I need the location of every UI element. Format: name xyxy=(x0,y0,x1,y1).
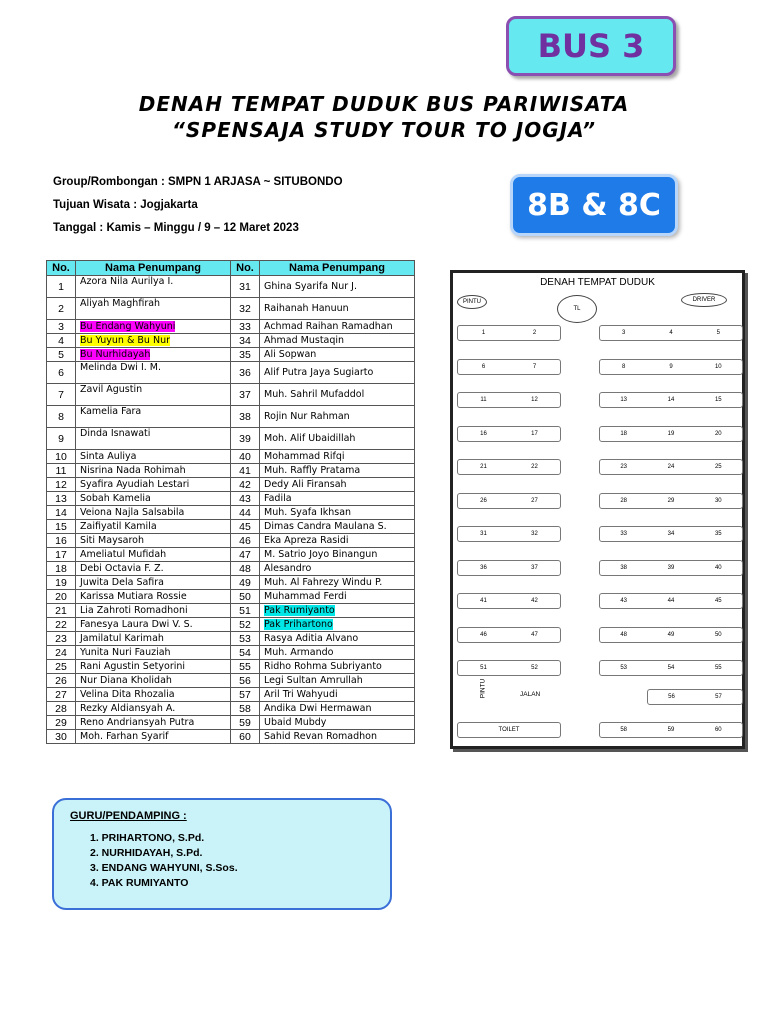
seat-number: 19 xyxy=(667,430,675,437)
seat-number: 60 xyxy=(714,727,722,733)
passenger-name-cell: Ridho Rohma Subriyanto xyxy=(260,660,415,674)
seat-block xyxy=(599,459,743,475)
seat-number: 40 xyxy=(714,564,722,571)
table-header-row xyxy=(47,261,415,276)
highlighted-name: Bu Nurhidayah xyxy=(80,349,151,360)
table-row xyxy=(47,632,415,646)
seat-number: 5 xyxy=(716,330,720,336)
seat-number-cell: 19 xyxy=(47,576,76,590)
seat-block xyxy=(457,459,561,475)
seat-number: 33 xyxy=(620,531,627,537)
seat-number: 11 xyxy=(480,397,487,403)
seat-number-cell: 43 xyxy=(231,492,260,506)
table-row xyxy=(47,590,415,604)
passenger-name-cell: Andika Dwi Hermawan xyxy=(260,702,415,716)
seat-number-cell: 32 xyxy=(231,298,260,320)
seat-number: 13 xyxy=(620,397,627,403)
seat-number-cell: 44 xyxy=(231,506,260,520)
seat-number-cell: 46 xyxy=(231,534,260,548)
seat-number-cell: 49 xyxy=(231,576,260,590)
seat-number: 16 xyxy=(480,430,487,437)
door-front: PINTU xyxy=(457,295,487,309)
seat-block xyxy=(457,660,561,676)
seat-number-cell: 10 xyxy=(47,450,76,464)
seat-number-cell: 41 xyxy=(231,464,260,478)
passenger-name-cell: Karissa Mutiara Rossie xyxy=(76,590,231,604)
table-row xyxy=(47,276,415,298)
door-rear: PINTU xyxy=(479,678,487,699)
passenger-name-cell: Ali Sopwan xyxy=(260,348,415,362)
seat-number: 57 xyxy=(715,694,722,700)
seat-number-cell: 35 xyxy=(231,348,260,362)
seat-number: 48 xyxy=(620,631,627,638)
seat-number: 51 xyxy=(480,665,487,671)
seat-number-cell: 13 xyxy=(47,492,76,506)
seat-block xyxy=(599,392,743,408)
seat-number-cell: 42 xyxy=(231,478,260,492)
seat-number-cell: 48 xyxy=(231,562,260,576)
seat-number-cell: 22 xyxy=(47,618,76,632)
seat-number: 21 xyxy=(480,464,487,470)
seat-block xyxy=(457,627,561,643)
passenger-name-cell xyxy=(260,618,415,632)
seat-number-cell: 1 xyxy=(47,276,76,298)
passenger-name-cell: Rojin Nur Rahman xyxy=(260,406,415,428)
seat-number: 54 xyxy=(667,665,675,671)
passenger-name-cell: Mohammad Rifqi xyxy=(260,450,415,464)
seat-number-cell: 8 xyxy=(47,406,76,428)
seat-number-cell: 15 xyxy=(47,520,76,534)
passenger-name-cell: Lia Zahroti Romadhoni xyxy=(76,604,231,618)
seat-number-cell: 51 xyxy=(231,604,260,618)
seat-block xyxy=(457,392,561,408)
passenger-name-cell: Sahid Revan Romadhon xyxy=(260,730,415,744)
passenger-name-cell: Nur Diana Kholidah xyxy=(76,674,231,688)
table-row xyxy=(47,320,415,334)
seat-block xyxy=(599,325,743,341)
table-row xyxy=(47,298,415,320)
seat-number: 29 xyxy=(667,497,675,504)
seat-number-cell: 20 xyxy=(47,590,76,604)
passenger-name-cell: Juwita Dela Safira xyxy=(76,576,231,590)
passenger-name-cell: Ahmad Mustaqin xyxy=(260,334,415,348)
table-row xyxy=(47,562,415,576)
table-row xyxy=(47,716,415,730)
passenger-name-cell: Velina Dita Rhozalia xyxy=(76,688,231,702)
seat-block xyxy=(457,426,561,442)
table-row xyxy=(47,520,415,534)
list-item: 4. PAK RUMIYANTO xyxy=(90,877,189,889)
table-row xyxy=(47,576,415,590)
passenger-name-cell: Veiona Najla Salsabila xyxy=(76,506,231,520)
passenger-name-cell: Nisrina Nada Rohimah xyxy=(76,464,231,478)
passenger-name-cell: Yunita Nuri Fauziah xyxy=(76,646,231,660)
table-row xyxy=(47,384,415,406)
seat-number-cell: 50 xyxy=(231,590,260,604)
table-row xyxy=(47,478,415,492)
seat-number: 6 xyxy=(481,363,486,370)
seat-number-cell: 25 xyxy=(47,660,76,674)
seat-number: 7 xyxy=(532,363,537,370)
highlighted-name: Pak Prihartono xyxy=(264,619,333,630)
seat-map xyxy=(450,270,745,749)
passenger-table xyxy=(46,260,415,744)
seat-number-cell: 21 xyxy=(47,604,76,618)
table-row xyxy=(47,618,415,632)
passenger-table-body xyxy=(47,276,415,744)
table-row xyxy=(47,604,415,618)
seat-number-cell: 52 xyxy=(231,618,260,632)
passenger-name-cell xyxy=(76,320,231,334)
highlighted-name: Bu Endang Wahyuni xyxy=(80,321,176,332)
passenger-name-cell: Muh. Armando xyxy=(260,646,415,660)
seat-number: 14 xyxy=(667,397,675,403)
table-row xyxy=(47,688,415,702)
seat-block xyxy=(599,660,743,676)
seat-number-cell: 14 xyxy=(47,506,76,520)
passenger-name-cell: Zavil Agustin xyxy=(76,384,231,406)
passenger-name-cell: Fanesya Laura Dwi V. S. xyxy=(76,618,231,632)
seat-number: 30 xyxy=(714,497,722,504)
seat-number: 50 xyxy=(714,631,722,638)
passenger-name-cell: Fadila xyxy=(260,492,415,506)
table-row xyxy=(47,348,415,362)
seat-block xyxy=(457,593,561,609)
seat-number-cell: 39 xyxy=(231,428,260,450)
seat-number-cell: 17 xyxy=(47,548,76,562)
seat-number: 37 xyxy=(531,564,538,571)
seat-number-cell: 12 xyxy=(47,478,76,492)
passenger-name-cell: Melinda Dwi I. M. xyxy=(76,362,231,384)
seat-number: 24 xyxy=(667,464,675,470)
seat-number-cell: 37 xyxy=(231,384,260,406)
seat-number-cell: 27 xyxy=(47,688,76,702)
seat-number: 49 xyxy=(667,631,675,638)
passenger-name-cell: Eka Apreza Rasidi xyxy=(260,534,415,548)
passenger-name-cell: Dinda Isnawati xyxy=(76,428,231,450)
passenger-name-cell: Rani Agustin Setyorini xyxy=(76,660,231,674)
passenger-name-cell: Sinta Auliya xyxy=(76,450,231,464)
list-item: 2. NURHIDAYAH, S.Pd. xyxy=(90,847,203,859)
guru-title: GURU/PENDAMPING : xyxy=(70,810,187,822)
seat-number-cell: 45 xyxy=(231,520,260,534)
guru-list xyxy=(90,832,238,892)
seat-map-title: DENAH TEMPAT DUDUK xyxy=(540,277,655,288)
column-header-name: Nama Penumpang xyxy=(76,261,231,276)
passenger-name-cell: Ghina Syarifa Nur J. xyxy=(260,276,415,298)
class-badge: 8B & 8C xyxy=(510,174,678,236)
seat-block xyxy=(599,560,743,576)
seat-number: 38 xyxy=(620,564,627,571)
passenger-name-cell: Muh. Raffly Pratama xyxy=(260,464,415,478)
seat-number-cell: 34 xyxy=(231,334,260,348)
passenger-name-cell: Moh. Alif Ubaidillah xyxy=(260,428,415,450)
driver-seat: DRIVER xyxy=(681,293,727,307)
seat-number: 34 xyxy=(667,531,675,537)
seat-number: 20 xyxy=(714,430,722,437)
passenger-name-cell: Muhammad Ferdi xyxy=(260,590,415,604)
table-row xyxy=(47,534,415,548)
passenger-name-cell xyxy=(76,334,231,348)
passenger-name-cell: Moh. Farhan Syarif xyxy=(76,730,231,744)
highlighted-name: Bu Yuyun & Bu Nur xyxy=(80,335,170,346)
seat-number: 17 xyxy=(531,430,538,437)
passenger-name-cell xyxy=(260,604,415,618)
seat-number: 26 xyxy=(480,497,487,504)
seat-number: 8 xyxy=(621,363,626,370)
seat-number: 41 xyxy=(480,598,487,604)
page-subtitle: “SPENSAJA STUDY TOUR TO JOGJA” xyxy=(172,118,596,142)
column-header-no: No. xyxy=(231,261,260,276)
passenger-name-cell: Azora Nila Aurilya I. xyxy=(76,276,231,298)
seat-number-cell: 33 xyxy=(231,320,260,334)
seat-number: 36 xyxy=(480,564,487,571)
group-info: Group/Rombongan : SMPN 1 ARJASA ~ SITUBONDO xyxy=(53,176,343,188)
seat-number: 42 xyxy=(531,598,538,604)
seat-block xyxy=(599,722,743,738)
seat-block xyxy=(599,593,743,609)
seat-number: 52 xyxy=(531,665,538,671)
seat-number: 55 xyxy=(714,665,722,671)
seat-number: 31 xyxy=(480,531,487,537)
seat-number: 27 xyxy=(531,497,538,504)
passenger-name-cell: Aliyah Maghfirah xyxy=(76,298,231,320)
table-row xyxy=(47,464,415,478)
seat-number-cell: 53 xyxy=(231,632,260,646)
seat-number-cell: 4 xyxy=(47,334,76,348)
passenger-name-cell: Muh. Syafa Ikhsan xyxy=(260,506,415,520)
toilet-label: TOILET xyxy=(498,727,520,733)
seat-number-cell: 57 xyxy=(231,688,260,702)
seat-block xyxy=(599,627,743,643)
seat-number: 12 xyxy=(531,397,538,403)
seat-number: 44 xyxy=(667,598,675,604)
seat-number-cell: 11 xyxy=(47,464,76,478)
table-row xyxy=(47,450,415,464)
passenger-name-cell: Syafira Ayudiah Lestari xyxy=(76,478,231,492)
seat-number-cell: 30 xyxy=(47,730,76,744)
list-item: 3. ENDANG WAHYUNI, S.Sos. xyxy=(90,862,238,874)
seat-number-cell: 7 xyxy=(47,384,76,406)
seat-number: 32 xyxy=(531,531,538,537)
seat-number-cell: 31 xyxy=(231,276,260,298)
seat-number: 3 xyxy=(621,330,626,336)
seat-number: 59 xyxy=(667,727,675,733)
tour-leader-seat: TL xyxy=(557,295,597,323)
passenger-name-cell: Alesandro xyxy=(260,562,415,576)
passenger-name-cell: Jamilatul Karimah xyxy=(76,632,231,646)
seat-number: 35 xyxy=(714,531,722,537)
seat-number: 1 xyxy=(481,330,486,336)
list-item: 1. PRIHARTONO, S.Pd. xyxy=(90,832,205,844)
table-row xyxy=(47,334,415,348)
seat-block xyxy=(647,689,743,705)
seat-block xyxy=(457,560,561,576)
seat-block xyxy=(457,526,561,542)
destination-info: Tujuan Wisata : Jogjakarta xyxy=(53,199,198,211)
seat-number: 22 xyxy=(531,464,538,470)
seat-number: 18 xyxy=(620,430,627,437)
table-row xyxy=(47,506,415,520)
seat-block xyxy=(599,359,743,375)
passenger-name-cell: Aril Tri Wahyudi xyxy=(260,688,415,702)
seat-number: 46 xyxy=(480,631,487,638)
page-title: DENAH TEMPAT DUDUK BUS PARIWISATA xyxy=(138,92,630,116)
seat-number-cell: 5 xyxy=(47,348,76,362)
seat-number: 47 xyxy=(531,631,538,638)
table-row xyxy=(47,646,415,660)
passenger-name-cell: Sobah Kamelia xyxy=(76,492,231,506)
seat-block xyxy=(457,325,561,341)
seat-number-cell: 36 xyxy=(231,362,260,384)
passenger-name-cell: M. Satrio Joyo Binangun xyxy=(260,548,415,562)
seat-number-cell: 55 xyxy=(231,660,260,674)
seat-number: 10 xyxy=(714,363,722,370)
seat-number-cell: 58 xyxy=(231,702,260,716)
table-row xyxy=(47,730,415,744)
passenger-name-cell: Alif Putra Jaya Sugiarto xyxy=(260,362,415,384)
table-row xyxy=(47,406,415,428)
bus-number-badge: BUS 3 xyxy=(506,16,676,76)
seat-number: 23 xyxy=(620,464,627,470)
passenger-name-cell: Raihanah Hanuun xyxy=(260,298,415,320)
seat-number: 25 xyxy=(714,464,722,470)
toilet xyxy=(457,722,561,738)
seat-number-cell: 38 xyxy=(231,406,260,428)
seat-number: 53 xyxy=(620,665,627,671)
passenger-name-cell: Muh. Al Fahrezy Windu P. xyxy=(260,576,415,590)
table-row xyxy=(47,702,415,716)
seat-number-cell: 24 xyxy=(47,646,76,660)
passenger-name-cell: Muh. Sahril Mufaddol xyxy=(260,384,415,406)
seat-number: 39 xyxy=(667,564,675,571)
passenger-name-cell: Dimas Candra Maulana S. xyxy=(260,520,415,534)
passenger-name-cell: Siti Maysaroh xyxy=(76,534,231,548)
aisle-label: JALAN xyxy=(520,691,541,698)
seat-block xyxy=(599,426,743,442)
table-row xyxy=(47,548,415,562)
seat-number-cell: 3 xyxy=(47,320,76,334)
passenger-name-cell: Ubaid Mubdy xyxy=(260,716,415,730)
seat-number-cell: 60 xyxy=(231,730,260,744)
seat-number: 9 xyxy=(669,363,673,370)
seat-number-cell: 18 xyxy=(47,562,76,576)
seat-number-cell: 28 xyxy=(47,702,76,716)
highlighted-name: Pak Rumiyanto xyxy=(264,605,335,616)
seat-number: 4 xyxy=(669,330,673,336)
seat-number-cell: 54 xyxy=(231,646,260,660)
seat-number: 28 xyxy=(620,497,627,504)
table-row xyxy=(47,492,415,506)
seat-number-cell: 29 xyxy=(47,716,76,730)
passenger-name-cell: Reno Andriansyah Putra xyxy=(76,716,231,730)
guru-box xyxy=(52,798,392,910)
date-info: Tanggal : Kamis – Minggu / 9 – 12 Maret 2023 xyxy=(53,222,299,234)
seat-block xyxy=(457,359,561,375)
table-row xyxy=(47,674,415,688)
passenger-name-cell: Rasya Aditia Alvano xyxy=(260,632,415,646)
passenger-name-cell: Kamelia Fara xyxy=(76,406,231,428)
seat-number: 58 xyxy=(620,727,627,733)
seat-number-cell: 16 xyxy=(47,534,76,548)
passenger-name-cell: Dedy Ali Firansah xyxy=(260,478,415,492)
seat-block xyxy=(599,493,743,509)
seat-number-cell: 9 xyxy=(47,428,76,450)
column-header-no: No. xyxy=(47,261,76,276)
table-row xyxy=(47,660,415,674)
passenger-name-cell: Rezky Aldiansyah A. xyxy=(76,702,231,716)
passenger-name-cell: Debi Octavia F. Z. xyxy=(76,562,231,576)
passenger-name-cell: Ameliatul Mufidah xyxy=(76,548,231,562)
seat-number: 45 xyxy=(714,598,722,604)
passenger-name-cell: Zaifiyatil Kamila xyxy=(76,520,231,534)
seat-number-cell: 40 xyxy=(231,450,260,464)
seat-block xyxy=(599,526,743,542)
passenger-name-cell: Legi Sultan Amrullah xyxy=(260,674,415,688)
seat-number-cell: 23 xyxy=(47,632,76,646)
seat-block xyxy=(457,493,561,509)
seat-number: 15 xyxy=(714,397,722,403)
seat-number-cell: 2 xyxy=(47,298,76,320)
seat-number: 56 xyxy=(668,694,675,700)
table-row xyxy=(47,428,415,450)
seat-number-cell: 56 xyxy=(231,674,260,688)
passenger-name-cell: Achmad Raihan Ramadhan xyxy=(260,320,415,334)
seat-number: 43 xyxy=(620,598,627,604)
table-row xyxy=(47,362,415,384)
seat-number-cell: 6 xyxy=(47,362,76,384)
seat-number-cell: 47 xyxy=(231,548,260,562)
seat-number-cell: 59 xyxy=(231,716,260,730)
seat-number-cell: 26 xyxy=(47,674,76,688)
column-header-name: Nama Penumpang xyxy=(260,261,415,276)
seat-number: 2 xyxy=(532,330,537,336)
passenger-name-cell xyxy=(76,348,231,362)
